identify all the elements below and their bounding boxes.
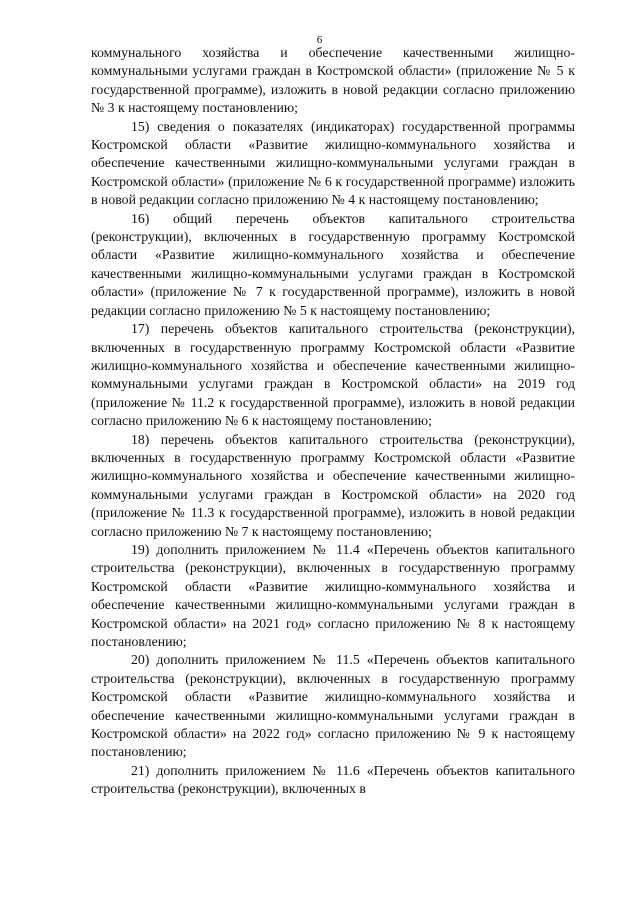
paragraph-item-21: 21) дополнить приложением № 11.6 «Перечень объектов капитального строительства (реконструкции), включенных в xyxy=(91,762,575,797)
paragraph-item-20: 20) дополнить приложением № 11.5 «Перечень объектов капитального строительства (реконструкции), включенных в государственную программу Костромской области «Развитие жилищно-коммунального хозяйства и обеспечение качественными жилищно-коммунальными услугами граждан в Костромской области» на 2022 год» согласно приложению № 9 к настоящему постановлению; xyxy=(91,652,575,760)
paragraph-item-17: 17) перечень объектов капитального строительства (реконструкции), включенных в государственную программу Костромской области «Развитие жилищно-коммунального хозяйства и обеспечение качественными жилищно-коммунальными услугами граждан в Костромской области» на 2019 год (приложение № 11.2 к государственной программе), изложить в новой редакции согласно приложению № 6 к настоящему постановлению; xyxy=(91,321,575,429)
paragraph-item-15: 15) сведения о показателях (индикаторах) государственной программы Костромской области «Развитие жилищно-коммунального хозяйства и обеспечение качественными жилищно-коммунальными услугами граждан в Костромской области» (приложение № 6 к государственной программе) изложить в новой редакции согласно приложению № 4 к настоящему постановлению; xyxy=(91,118,575,208)
paragraph-item-19: 19) дополнить приложением № 11.4 «Перечень объектов капитального строительства (реконструкции), включенных в государственную программу Костромской области «Развитие жилищно-коммунального хозяйства и обеспечение качественными жилищно-коммунальными услугами граждан в Костромской области» на 2021 год» согласно приложению № 8 к настоящему постановлению; xyxy=(91,541,575,649)
paragraph-item-16: 16) общий перечень объектов капитального строительства (реконструкции), включенных в государственную программу Костромской области «Развитие жилищно-коммунального хозяйства и обеспечение качественными жилищно-коммунальными услугами граждан в Костромской области» (приложение № 7 к государственной программе), изложить в новой редакции согласно приложению № 5 к настоящему постановлению; xyxy=(91,210,575,318)
paragraph-item-18: 18) перечень объектов капитального строительства (реконструкции), включенных в государственную программу Костромской области «Развитие жилищно-коммунального хозяйства и обеспечение качественными жилищно-коммунальными услугами граждан в Костромской области» на 2020 год (приложение № 11.3 к государственной программе), изложить в новой редакции согласно приложению № 7 к настоящему постановлению; xyxy=(91,431,575,539)
page-number: 6 xyxy=(316,34,323,46)
paragraph-continuation: коммунального хозяйства и обеспечение качественными жилищно-коммунальными услугами граждан в Костромской области» (приложение № 5 к государственной программе), изложить в новой редакции согласно приложению № 3 к настоящему постановлению; xyxy=(91,45,575,116)
document-body xyxy=(91,44,575,799)
